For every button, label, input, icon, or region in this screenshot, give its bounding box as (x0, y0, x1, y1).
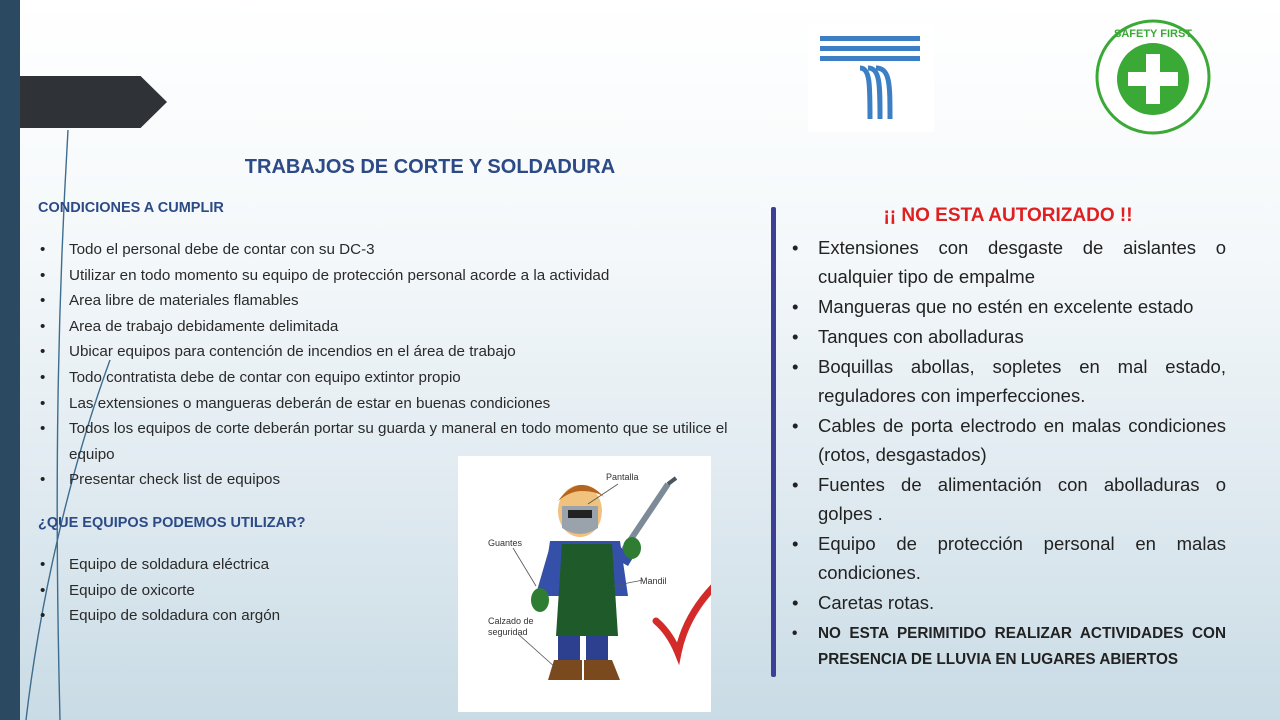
list-item: • Presentar check list de equipos (38, 467, 768, 493)
rain-warning-note: • NO ESTA PERIMITIDO REALIZAR ACTIVIDADES CON PRESENCIA DE LLUVIA EN LUGARES ABIERTOS (790, 621, 1226, 673)
list-item: • Fuentes de alimentación con abolladuras o golpes . (790, 470, 1226, 528)
not-authorized-section (790, 205, 1226, 674)
warning-heading: ¡¡ NO ESTA AUTORIZADO !! (883, 205, 1133, 226)
list-item: • Todos los equipos de corte deberán portar su guarda y maneral en todo momento que se utilice el equipo (38, 416, 768, 467)
list-item: • Equipo de soldadura eléctrica (38, 552, 768, 578)
list-item: • Area libre de materiales flamables (38, 288, 768, 314)
list-item: • Todo el personal debe de contar con su DC-3 (38, 237, 768, 263)
label-guantes: Guantes (488, 538, 523, 548)
label-mandil: Mandil (640, 576, 667, 586)
list-item: • Area de trabajo debidamente delimitada (38, 314, 768, 340)
safety-first-text: SAFETY FIRST (1113, 28, 1193, 40)
list-item: • Cables de porta electrodo en malas condiciones (rotos, desgastados) (790, 411, 1226, 469)
vertical-divider (771, 207, 776, 677)
list-item: • Extensiones con desgaste de aislantes o cualquier tipo de empalme (790, 233, 1226, 291)
conditions-heading: CONDICIONES A CUMPLIR (38, 200, 224, 216)
list-item: • Tanques con abolladuras (790, 322, 1226, 351)
not-authorized-list (790, 233, 1226, 673)
list-item: • Las extensiones o mangueras deberán de estar en buenas condiciones (38, 391, 768, 417)
list-item: • Caretas rotas. (790, 588, 1226, 617)
list-item: • Equipo de oxicorte (38, 578, 768, 604)
safety-first-logo (1088, 18, 1218, 136)
list-item: • Todo contratista debe de contar con equipo extintor propio (38, 365, 768, 391)
list-item: • Equipo de protección personal en malas condiciones. (790, 529, 1226, 587)
list-item: • Boquillas abollas, sopletes en mal estado, reguladores con imperfecciones. (790, 352, 1226, 410)
label-pantalla: Pantalla (606, 472, 639, 482)
conditions-list (38, 237, 768, 493)
list-item: • Ubicar equipos para contención de incendios en el área de trabajo (38, 339, 768, 365)
company-logo-t (808, 24, 934, 132)
label-calzado: Calzado de (488, 616, 534, 626)
list-item: • Equipo de soldadura con argón (38, 603, 768, 629)
label-seguridad: seguridad (488, 627, 528, 637)
equipment-heading: ¿QUE EQUIPOS PODEMOS UTILIZAR? (38, 514, 306, 531)
list-item: • Mangueras que no estén en excelente estado (790, 292, 1226, 321)
page-title: TRABAJOS DE CORTE Y SOLDADURA (244, 156, 616, 178)
list-item: • Utilizar en todo momento su equipo de protección personal acorde a la actividad (38, 263, 768, 289)
welder-illustration (458, 456, 711, 712)
